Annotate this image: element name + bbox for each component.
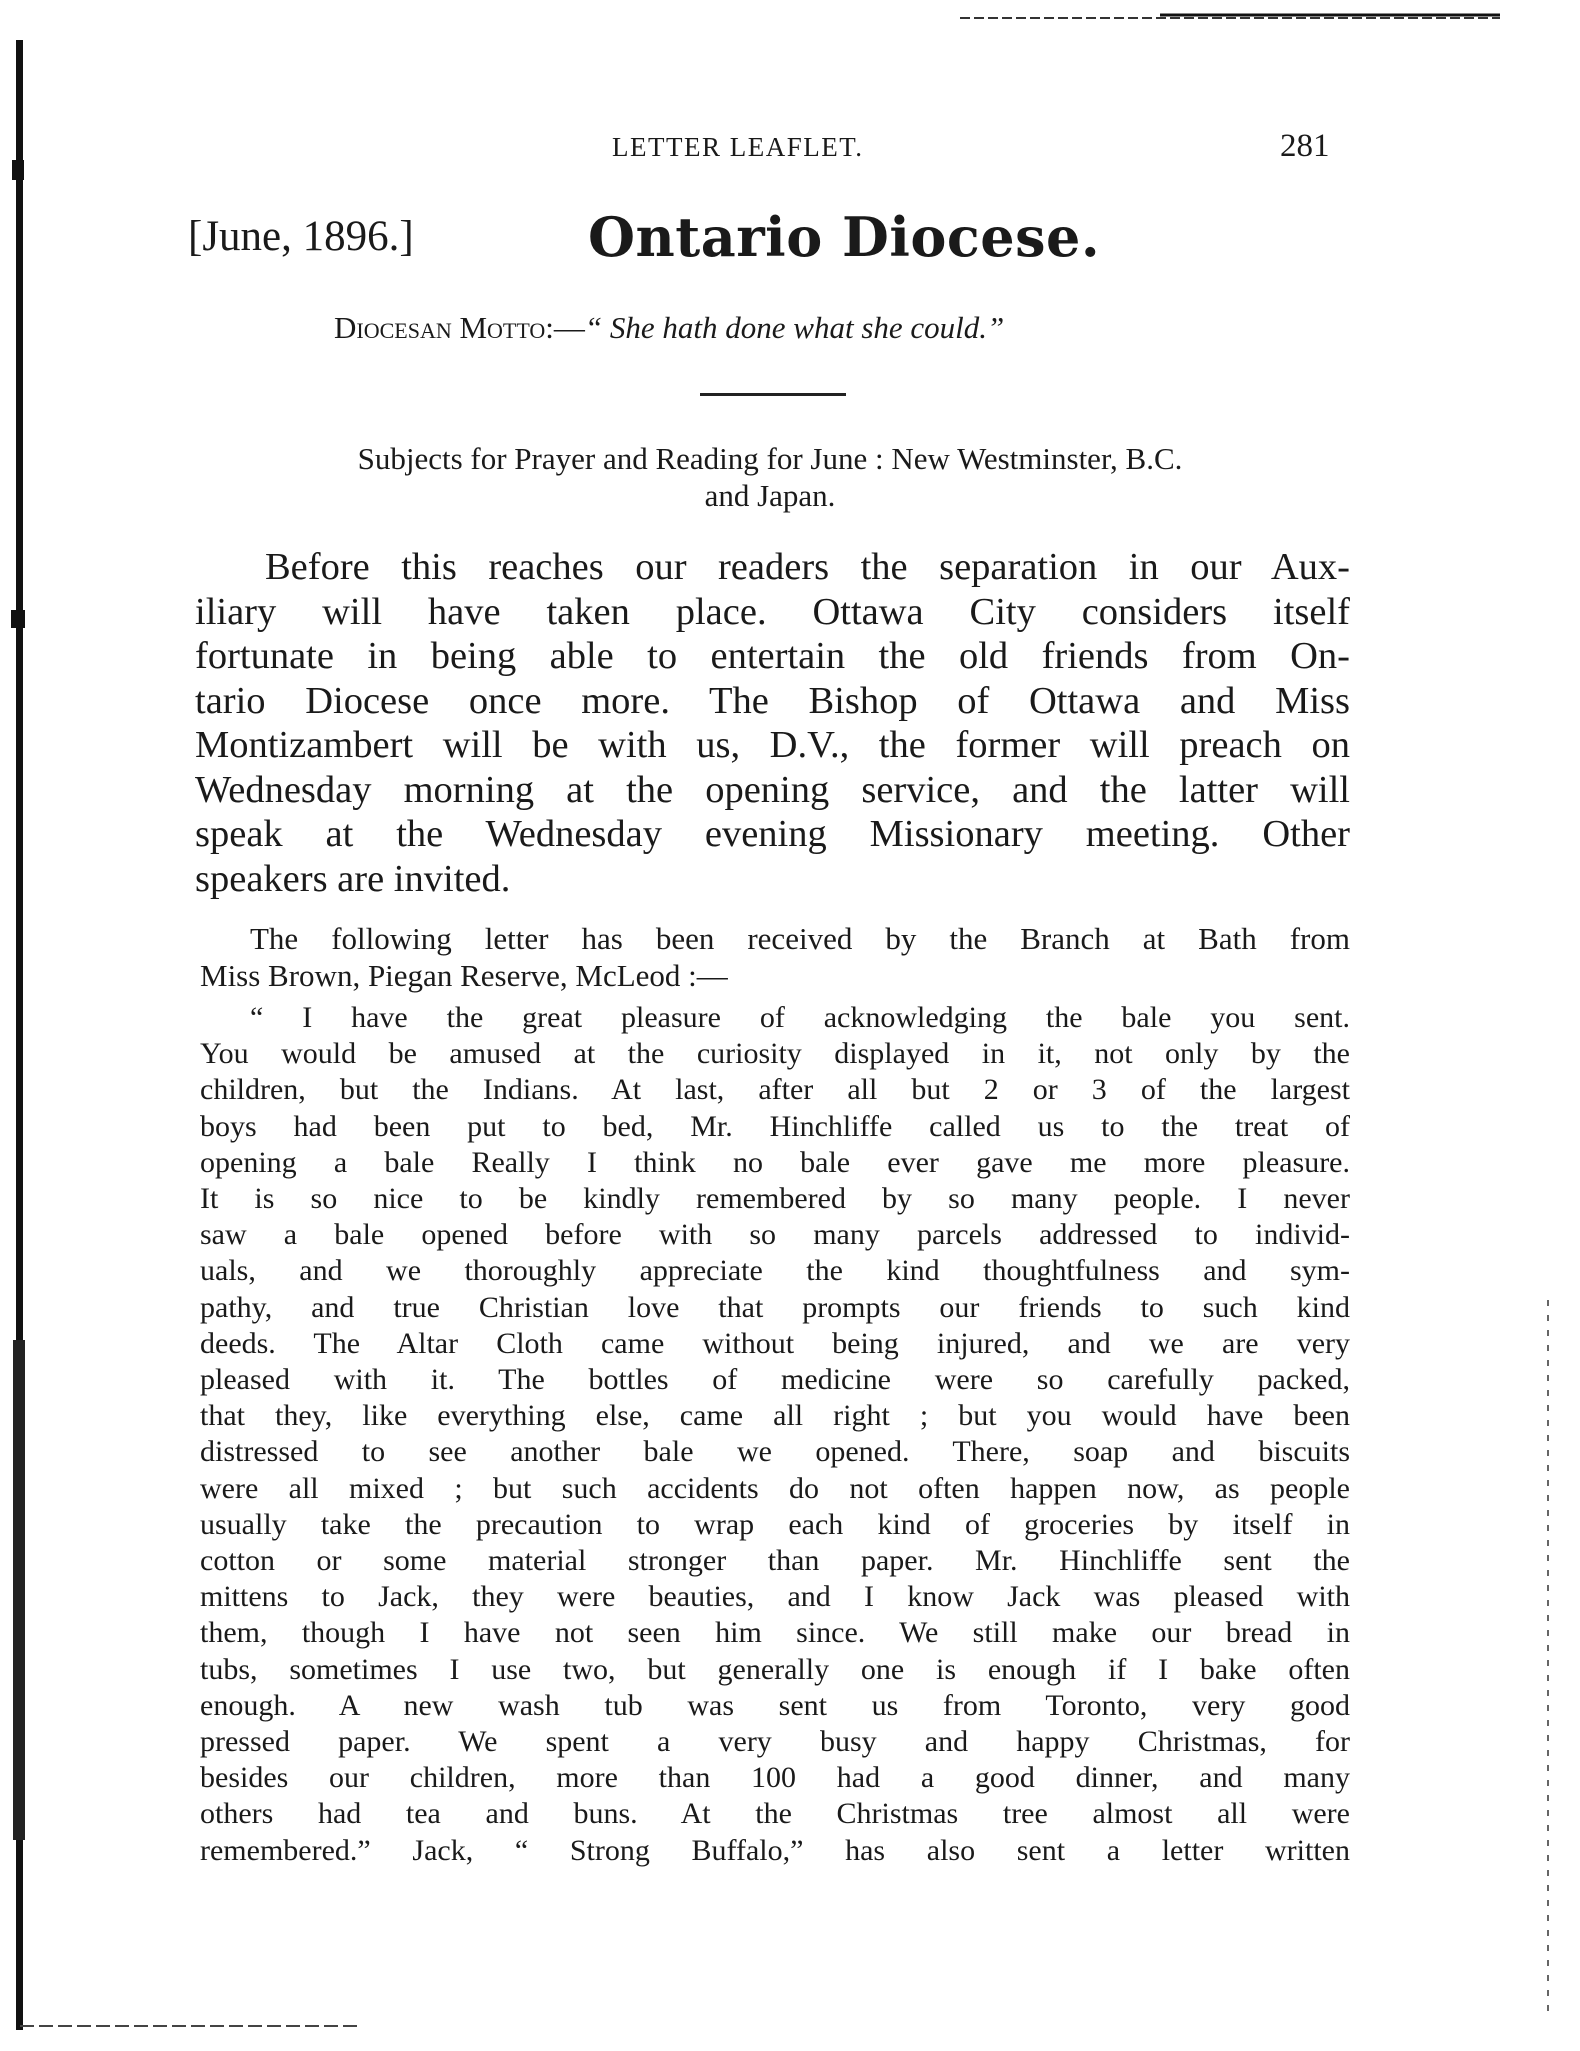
letter-line: It is so nice to be kindly remembered by so many people. I never xyxy=(200,1182,1350,1216)
letter-line: usually take the precaution to wrap each kind of groceries by itself in xyxy=(200,1507,1350,1541)
right-margin-specks xyxy=(1538,1300,1558,2020)
letter-line: boys had been put to bed, Mr. Hinchliffe called us to the treat of xyxy=(200,1109,1350,1143)
section-title: Ontario Diocese. xyxy=(588,205,1101,269)
text-line: The following letter has been received by the Branch at Bath from xyxy=(250,921,1350,956)
letter-line: saw a bale opened before with so many parcels addressed to individ- xyxy=(200,1218,1350,1252)
letter-line: others had tea and buns. At the Christmas tree almost all were xyxy=(200,1797,1350,1831)
letter-line: “ I have the great pleasure of acknowledging the bale you sent. xyxy=(250,1001,1350,1034)
paragraph-letter-intro xyxy=(200,920,1350,994)
letter-line: pathy, and true Christian love that prompts our friends to such kind xyxy=(200,1290,1350,1324)
letter-line: tubs, sometimes I use two, but generally one is enough if I bake often xyxy=(200,1652,1350,1686)
text-line: Before this reaches our readers the separation in our Aux- xyxy=(265,546,1350,588)
letter-line: You would be amused at the curiosity displayed in it, not only by the xyxy=(200,1037,1350,1071)
letter-line: pressed paper. We spent a very busy and happy Christmas, for xyxy=(200,1725,1350,1759)
text-line: tario Diocese once more. The Bishop of Ottawa and Miss xyxy=(195,679,1350,722)
letter-line: mittens to Jack, they were beauties, and I know Jack was pleased with xyxy=(200,1580,1350,1614)
paragraph-separation-notice xyxy=(195,545,1350,901)
motto-quote: “ She hath done what she could.” xyxy=(584,310,1005,345)
text-line: fortunate in being able to entertain the old friends from On- xyxy=(195,635,1350,677)
motto-label: Diocesan Motto:— xyxy=(334,310,585,345)
letter-from-miss-brown xyxy=(200,1000,1350,1869)
letter-line: distressed to see another bale we opened. There, soap and biscuits xyxy=(200,1435,1350,1469)
binding-edge-shadow xyxy=(8,40,30,2030)
issue-date: [June, 1896.] xyxy=(188,213,414,260)
bottom-edge-rule xyxy=(20,2016,360,2036)
letter-line: opening a bale Really I think no bale ever gave me more pleasure. xyxy=(200,1145,1350,1179)
letter-line: cotton or some material stronger than paper. Mr. Hinchliffe sent the xyxy=(200,1544,1350,1578)
letter-line: that they, like everything else, came all right ; but you would have been xyxy=(200,1399,1350,1433)
letter-line: pleased with it. The bottles of medicine were so carefully packed, xyxy=(200,1363,1350,1397)
text-line: speakers are invited. xyxy=(195,857,511,900)
text-line: speak at the Wednesday evening Missionary meeting. Other xyxy=(195,813,1350,855)
letter-line: uals, and we thoroughly appreciate the kind thoughtfulness and sym- xyxy=(200,1254,1350,1288)
letter-line: children, but the Indians. At last, after all but 2 or 3 of the largest xyxy=(200,1073,1350,1107)
text-line: Miss Brown, Piegan Reserve, McLeod :— xyxy=(200,958,728,993)
letter-line: deeds. The Altar Cloth came without being injured, and we are very xyxy=(200,1326,1350,1360)
letter-line: besides our children, more than 100 had a good dinner, and many xyxy=(200,1761,1350,1795)
running-head: LETTER LEAFLET. xyxy=(612,132,864,162)
top-edge-rule xyxy=(960,6,1500,26)
diocesan-motto xyxy=(334,310,1004,346)
text-line: Montizambert will be with us, D.V., the former will preach on xyxy=(195,724,1350,766)
text-line: iliary will have taken place. Ottawa City considers itself xyxy=(195,590,1350,633)
letter-line: remembered.” Jack, “ Strong Buffalo,” has also sent a letter written xyxy=(200,1833,1350,1867)
letter-line: them, though I have not seen him since. We still make our bread in xyxy=(200,1616,1350,1650)
subjects-for-prayer xyxy=(190,440,1350,514)
page-number: 281 xyxy=(1280,128,1330,164)
subjects-line: Subjects for Prayer and Reading for June : New Westminster, B.C. xyxy=(357,441,1183,476)
letter-line: enough. A new wash tub was sent us from Toronto, very good xyxy=(200,1688,1350,1722)
letter-line: were all mixed ; but such accidents do not often happen now, as people xyxy=(200,1471,1350,1505)
text-line: Wednesday morning at the opening service, and the latter will xyxy=(195,768,1350,811)
subjects-line: and Japan. xyxy=(704,478,836,513)
divider-rule xyxy=(700,393,846,396)
